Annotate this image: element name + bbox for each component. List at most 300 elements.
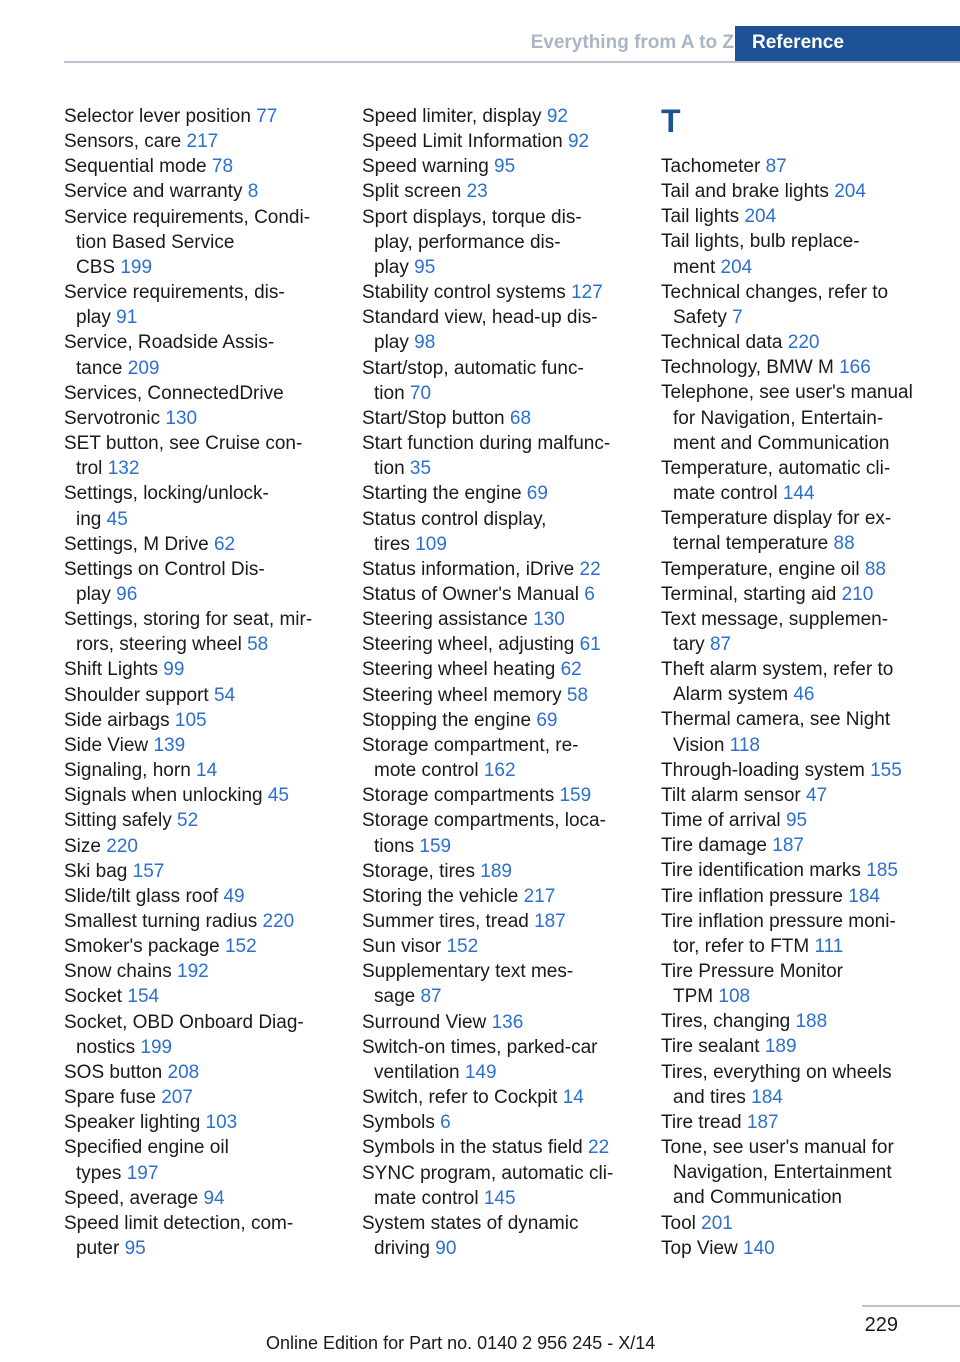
page-reference-link[interactable]: 154: [127, 986, 160, 1008]
index-entry-text: Tail lights, bulb replace-: [661, 231, 860, 253]
index-entry: [362, 884, 644, 909]
page-reference-link[interactable]: 187: [746, 1111, 779, 1133]
index-entry: [64, 607, 346, 657]
page-reference-link[interactable]: 157: [132, 860, 165, 882]
header-section-title: Everything from A to Z: [530, 32, 734, 53]
index-entry-text: Start/stop, automatic func-: [362, 357, 584, 379]
index-entry-text: Status control display,: [362, 508, 547, 530]
page-reference-link[interactable]: 136: [491, 1011, 524, 1033]
page-reference-link[interactable]: 204: [744, 206, 777, 228]
index-entry: [661, 380, 960, 455]
index-entry: [661, 1060, 960, 1110]
index-entry-text: Service requirements, Condi-: [64, 206, 311, 228]
index-entry: [64, 481, 346, 531]
index-entry-text: Temperature display for ex-: [661, 508, 892, 530]
index-entry: [64, 758, 346, 783]
index-entry-text: play: [374, 332, 409, 354]
index-entry-text: Supplementary text mes-: [362, 961, 574, 983]
index-entry: [661, 858, 960, 883]
index-entry-text: SET button, see Cruise con-: [64, 433, 303, 455]
index-entry: [64, 1110, 346, 1135]
index-entry: [64, 657, 346, 682]
index-column-2: [362, 104, 644, 1261]
index-entry-text: trol: [76, 458, 103, 480]
page-reference-link[interactable]: 54: [214, 684, 236, 706]
index-entry: [661, 1110, 960, 1135]
page-reference-link[interactable]: 108: [718, 986, 751, 1008]
index-entry-text: ing: [76, 508, 102, 530]
index-entry: [362, 1135, 644, 1160]
index-entry-text: Storage compartments: [362, 785, 555, 807]
page-reference-link[interactable]: 35: [409, 458, 432, 480]
footer-rule: [862, 1305, 960, 1307]
index-entry: [64, 1186, 346, 1211]
index-entry-text: Storage compartments, loca-: [362, 810, 606, 832]
index-entry: [362, 859, 644, 884]
index-entry: [362, 356, 644, 406]
index-entry: [362, 1211, 644, 1261]
page-reference-link[interactable]: 78: [211, 156, 234, 178]
index-entry-text: ment: [673, 256, 716, 278]
page-reference-link[interactable]: 49: [223, 885, 245, 907]
index-entry-text: Speaker lighting: [64, 1112, 201, 1134]
index-entry-text: Through-loading system: [661, 759, 865, 781]
index-entry-text: Selector lever position: [64, 106, 251, 127]
index-entry: [64, 280, 346, 330]
index-column-3: [661, 104, 960, 1261]
index-entry-text: Thermal camera, see Night: [661, 709, 891, 731]
page-reference-link[interactable]: 159: [559, 785, 592, 807]
index-entry: [661, 1034, 960, 1059]
index-entry-text: Tire inflation pressure moni-: [661, 910, 896, 932]
index-entry-text: Start function during malfunc-: [362, 433, 611, 455]
index-entry: [64, 1085, 346, 1110]
index-entry: [661, 280, 960, 330]
index-entry-text: Stopping the engine: [362, 709, 532, 731]
index-entry-text: Storage, tires: [362, 860, 475, 882]
index-entry-text: tions: [374, 835, 415, 857]
index-entry: [64, 154, 346, 179]
index-entry-text: tor, refer to FTM: [673, 935, 810, 957]
page-reference-link[interactable]: 95: [494, 156, 516, 178]
index-entry-text: CBS: [76, 256, 116, 278]
page-reference-link[interactable]: 145: [483, 1187, 516, 1209]
page-reference-link[interactable]: 204: [720, 256, 753, 278]
page-reference-link[interactable]: 140: [743, 1237, 775, 1259]
page-reference-link[interactable]: 88: [833, 533, 855, 555]
page-reference-link[interactable]: 14: [196, 760, 218, 782]
index-entry-text: Storage compartment, re-: [362, 734, 579, 756]
index-entry-text: Vision: [673, 734, 725, 756]
index-entry-text: Switch, refer to Cockpit: [362, 1087, 558, 1109]
page-reference-link[interactable]: 95: [785, 810, 808, 832]
index-entry: [362, 632, 644, 657]
index-entry: [64, 934, 346, 959]
page-reference-link[interactable]: 94: [203, 1187, 225, 1209]
index-entry: [64, 909, 346, 934]
page-reference-link[interactable]: 62: [560, 659, 582, 681]
index-entry-text: types: [76, 1162, 122, 1184]
header-reference-tab[interactable]: Reference: [735, 26, 960, 63]
page-reference-link[interactable]: 188: [795, 1011, 828, 1033]
page-reference-link[interactable]: 96: [116, 583, 138, 605]
index-entry: [661, 808, 960, 833]
page-reference-link[interactable]: 139: [153, 734, 186, 756]
index-entry: [661, 758, 960, 783]
page-reference-link[interactable]: 58: [247, 634, 269, 656]
page-reference-link[interactable]: 58: [566, 684, 589, 706]
index-entry: [64, 859, 346, 884]
index-entry-text: Services, ConnectedDrive: [64, 382, 284, 404]
index-entry: [661, 355, 960, 380]
page-reference-link[interactable]: 199: [140, 1036, 173, 1058]
index-entry: [661, 456, 960, 506]
page-reference-link[interactable]: 149: [464, 1061, 497, 1083]
page-reference-link[interactable]: 87: [765, 156, 787, 177]
index-entry-text: Tire tread: [661, 1111, 742, 1133]
page-reference-link[interactable]: 130: [533, 609, 565, 631]
index-entry: [362, 481, 644, 506]
page-reference-link[interactable]: 99: [163, 659, 185, 681]
page-reference-link[interactable]: 152: [446, 936, 479, 958]
index-entry-text: Shift Lights: [64, 659, 158, 681]
index-entry-text: Split screen: [362, 181, 462, 203]
index-entry-text: Socket: [64, 986, 123, 1008]
index-column-1: [64, 104, 346, 1261]
page-reference-link[interactable]: 87: [709, 633, 732, 655]
index-entry-text: Settings, storing for seat, mir-: [64, 609, 313, 631]
page-reference-link[interactable]: 220: [787, 332, 820, 354]
index-entry-text: Ski bag: [64, 860, 128, 882]
page-reference-link[interactable]: 87: [420, 986, 442, 1008]
index-entry-text: Slide/tilt glass roof: [64, 885, 219, 907]
page-reference-link[interactable]: 189: [480, 860, 512, 882]
index-entry-text: Speed Limit Information: [362, 131, 563, 153]
index-entry: [661, 783, 960, 808]
index-entry-text: tary: [673, 633, 705, 655]
index-entry-text: Technology, BMW M: [661, 357, 834, 379]
index-entry: [64, 808, 346, 833]
index-entry: [661, 959, 960, 1009]
index-entry-text: Tilt alarm sensor: [661, 784, 801, 806]
page-reference-link[interactable]: 22: [588, 1137, 610, 1159]
index-entry: [661, 179, 960, 204]
page-reference-link[interactable]: 130: [165, 407, 198, 429]
page-reference-link[interactable]: 68: [509, 407, 532, 429]
index-entry: [64, 733, 346, 758]
index-entry: [64, 179, 346, 204]
index-entry: [362, 104, 644, 129]
page-reference-link[interactable]: 162: [483, 760, 516, 782]
page-reference-link[interactable]: 127: [571, 282, 603, 304]
page-reference-link[interactable]: 109: [415, 533, 447, 555]
index-entry-text: mote control: [374, 760, 479, 782]
index-entry-text: Summer tires, tread: [362, 911, 529, 932]
index-entry: [362, 582, 644, 607]
index-entry-text: Tail and brake lights: [661, 181, 829, 203]
index-entry: [362, 909, 644, 934]
page-reference-link[interactable]: 166: [839, 357, 871, 379]
index-entry-text: Alarm system: [673, 684, 789, 706]
page-reference-link[interactable]: 184: [848, 885, 880, 907]
index-entry: [64, 381, 346, 406]
index-letter-heading: T: [661, 103, 681, 139]
index-entry-text: play: [76, 583, 111, 605]
page-reference-link[interactable]: 155: [870, 759, 902, 781]
index-entry: [64, 884, 346, 909]
page-reference-link[interactable]: 98: [414, 332, 436, 354]
page-reference-link[interactable]: 91: [116, 307, 138, 329]
page-reference-link[interactable]: 210: [841, 583, 874, 605]
index-entry-text: Smoker's package: [64, 936, 220, 958]
index-entry: [661, 607, 960, 657]
index-entry-text: Speed limit detection, com-: [64, 1212, 294, 1234]
index-entry-text: Snow chains: [64, 961, 172, 983]
page-reference-link[interactable]: 159: [419, 835, 452, 857]
index-entry: [362, 657, 644, 682]
index-entry: [362, 959, 644, 1009]
index-entry-text: Time of arrival: [661, 810, 781, 832]
page-reference-link[interactable]: 192: [177, 961, 209, 983]
index-entry-text: Temperature, engine oil: [661, 558, 860, 580]
index-entry-text: Status of Owner's Manual: [362, 583, 579, 605]
index-entry-text: Spare fuse: [64, 1087, 156, 1109]
page-reference-link[interactable]: 111: [814, 935, 844, 957]
index-entry-text: SYNC program, automatic cli-: [362, 1162, 614, 1184]
index-entry: [661, 204, 960, 229]
index-entry-text: tion: [374, 382, 405, 404]
index-entry: [362, 205, 644, 280]
index-entry: [64, 834, 346, 859]
index-entry-text: Status information, iDrive: [362, 558, 575, 580]
index-entry-text: play, performance dis-: [374, 231, 561, 253]
index-entry-text: mate control: [374, 1187, 479, 1209]
index-entry: [362, 154, 644, 179]
index-entry-text: Side airbags: [64, 709, 170, 731]
index-entry: [661, 582, 960, 607]
index-entry: [661, 884, 960, 909]
index-entry: [362, 1161, 644, 1211]
page-reference-link[interactable]: 90: [435, 1238, 457, 1260]
index-entry-text: play: [374, 256, 409, 278]
index-entry: [362, 683, 644, 708]
index-entry: [362, 934, 644, 959]
index-entry-text: Switch-on times, parked-car: [362, 1036, 598, 1058]
index-entry-text: Settings, locking/unlock-: [64, 483, 269, 505]
index-entry-text: Tail lights: [661, 206, 740, 228]
index-entry: [362, 507, 644, 557]
index-entry-text: Service and warranty: [64, 181, 243, 203]
index-entry: [661, 707, 960, 757]
page-reference-link[interactable]: 22: [579, 558, 601, 580]
index-entry-text: Speed limiter, display: [362, 106, 542, 127]
page-reference-link[interactable]: 220: [262, 911, 295, 932]
index-entry-text: Navigation, Entertainment: [673, 1162, 892, 1184]
page-reference-link[interactable]: 69: [526, 483, 548, 505]
index-entry-text: Theft alarm system, refer to: [661, 659, 894, 681]
index-entry: [64, 104, 346, 129]
page-reference-link[interactable]: 209: [127, 357, 160, 379]
index-entry: [64, 431, 346, 481]
index-entry-text: Tire Pressure Monitor: [661, 961, 843, 982]
page-reference-link[interactable]: 92: [546, 106, 568, 127]
index-entry-text: Sun visor: [362, 936, 442, 958]
page-reference-link[interactable]: 220: [106, 835, 138, 857]
index-entry-text: Smallest turning radius: [64, 911, 258, 932]
index-entry-text: Signaling, horn: [64, 760, 191, 782]
index-entry: [661, 229, 960, 279]
index-entry-text: Steering assistance: [362, 609, 528, 631]
index-entry: [64, 708, 346, 733]
page-reference-link[interactable]: 77: [256, 106, 278, 127]
index-entry-text: Telephone, see user's manual: [661, 382, 913, 404]
index-entry-text: Safety: [673, 306, 727, 328]
index-entry-text: Text message, supplemen-: [661, 608, 889, 630]
index-entry-text: Storing the vehicle: [362, 885, 519, 907]
index-entry: [362, 557, 644, 582]
index-entry: [362, 607, 644, 632]
index-entry: [362, 1110, 644, 1135]
index-entry-text: Tires, changing: [661, 1011, 791, 1033]
index-entry-text: SOS button: [64, 1061, 163, 1083]
page-reference-link[interactable]: 6: [584, 583, 595, 605]
index-entry-text: Steering wheel memory: [362, 684, 562, 706]
index-entry-text: Servotronic: [64, 407, 161, 429]
index-entry: [661, 1236, 960, 1261]
index-entry: [362, 129, 644, 154]
index-entry: [362, 708, 644, 733]
index-entry-text: for Navigation, Entertain-: [673, 407, 884, 429]
index-entry: [64, 683, 346, 708]
index-entry-text: Settings on Control Dis-: [64, 558, 265, 580]
index-entry-text: ment and Communication: [673, 432, 890, 454]
index-entry: [64, 406, 346, 431]
page-reference-link[interactable]: 132: [107, 458, 140, 480]
page-reference-link[interactable]: 23: [466, 181, 488, 203]
index-entry-text: ternal temperature: [673, 533, 829, 555]
page-number: 229: [864, 1314, 898, 1336]
index-entry-text: tance: [76, 357, 123, 379]
index-entry-text: driving: [374, 1238, 430, 1260]
page-reference-link[interactable]: 199: [120, 256, 153, 278]
index-entry-text: Technical changes, refer to: [661, 281, 889, 303]
page-reference-link[interactable]: 47: [806, 784, 828, 806]
page-reference-link[interactable]: 103: [205, 1112, 238, 1134]
page-reference-link[interactable]: 6: [440, 1112, 451, 1134]
index-entry: [661, 909, 960, 959]
page-reference-link[interactable]: 204: [834, 181, 866, 203]
page-reference-link[interactable]: 152: [224, 936, 257, 958]
index-entry-text: tires: [374, 533, 410, 555]
index-entry: [64, 984, 346, 1009]
page-reference-link[interactable]: 187: [534, 911, 566, 932]
page-reference-link[interactable]: 95: [124, 1238, 146, 1260]
page-reference-link[interactable]: 46: [793, 684, 815, 706]
index-entry-text: Tire damage: [661, 835, 767, 857]
index-entry-text: Surround View: [362, 1011, 487, 1033]
index-entry-text: Sitting safely: [64, 810, 172, 832]
page-reference-link[interactable]: 7: [732, 306, 743, 328]
page-reference-link[interactable]: 118: [729, 734, 760, 756]
page-reference-link[interactable]: 61: [579, 634, 601, 656]
page-reference-link[interactable]: 45: [267, 785, 289, 807]
index-entry-text: Socket, OBD Onboard Diag-: [64, 1011, 304, 1033]
index-entry-text: Temperature, automatic cli-: [661, 457, 891, 479]
index-entry-text: Shoulder support: [64, 684, 209, 706]
page-reference-link[interactable]: 14: [562, 1087, 584, 1109]
page-reference-link[interactable]: 184: [751, 1086, 783, 1108]
index-entry-text: Sport displays, torque dis-: [362, 206, 582, 228]
index-entry: [661, 833, 960, 858]
index-entry-text: Stability control systems: [362, 282, 566, 304]
index-entry-text: tion: [374, 458, 405, 480]
page-reference-link[interactable]: 207: [161, 1087, 193, 1109]
index-entry: [64, 557, 346, 607]
index-entry-text: Settings, M Drive: [64, 533, 209, 555]
index-entry-text: Side View: [64, 734, 149, 756]
index-entry-text: Tone, see user's manual for: [661, 1137, 894, 1159]
page-reference-link[interactable]: 88: [864, 558, 886, 580]
index-entry-text: Tire sealant: [661, 1036, 760, 1058]
page-reference-link[interactable]: 144: [782, 483, 815, 505]
page-reference-link[interactable]: 95: [414, 256, 436, 278]
index-entry-text: Steering wheel heating: [362, 659, 556, 681]
page-reference-link[interactable]: 105: [174, 709, 207, 731]
index-entry-text: Tachometer: [661, 156, 761, 177]
index-entry-text: Signals when unlocking: [64, 785, 263, 807]
page-reference-link[interactable]: 197: [126, 1162, 159, 1184]
index-entry: [64, 532, 346, 557]
index-entry-text: Service, Roadside Assis-: [64, 332, 275, 354]
index-entry-text: Tire identification marks: [661, 860, 861, 882]
page-reference-link[interactable]: 45: [106, 508, 128, 530]
index-entry-text: tion Based Service: [76, 231, 235, 253]
index-entry: [362, 305, 644, 355]
page-reference-link[interactable]: 217: [523, 885, 556, 907]
index-entry-text: Start/Stop button: [362, 407, 505, 429]
index-entry: [64, 1010, 346, 1060]
page-reference-link[interactable]: 92: [567, 131, 590, 153]
page-reference-link[interactable]: 201: [701, 1212, 733, 1234]
page-reference-link[interactable]: 217: [186, 131, 219, 153]
page-reference-link[interactable]: 70: [409, 382, 432, 404]
index-entry: [661, 1135, 960, 1210]
index-entry-text: Speed, average: [64, 1187, 199, 1209]
index-entry: [362, 733, 644, 783]
index-entry: [64, 783, 346, 808]
index-entry-text: Service requirements, dis-: [64, 282, 285, 304]
index-entry: [661, 154, 960, 179]
page-reference-link[interactable]: 185: [866, 860, 898, 882]
index-entry: [64, 205, 346, 280]
page-reference-link[interactable]: 189: [764, 1036, 797, 1058]
index-entry-text: mate control: [673, 483, 778, 505]
index-entry-text: Sensors, care: [64, 131, 182, 153]
page-reference-link[interactable]: 187: [772, 835, 804, 857]
index-entry-text: and Communication: [673, 1187, 842, 1209]
page-reference-link[interactable]: 8: [247, 181, 259, 203]
index-entry: [362, 431, 644, 481]
page-reference-link[interactable]: 52: [177, 810, 199, 832]
page-reference-link[interactable]: 69: [536, 709, 558, 731]
index-entry-text: Technical data: [661, 332, 783, 354]
page-reference-link[interactable]: 62: [213, 533, 236, 555]
index-entry-text: Specified engine oil: [64, 1137, 229, 1159]
index-entry-text: Size: [64, 835, 101, 857]
page-reference-link[interactable]: 208: [167, 1061, 200, 1083]
index-entry-text: Symbols in the status field: [362, 1137, 583, 1159]
index-entry-text: Starting the engine: [362, 483, 522, 505]
